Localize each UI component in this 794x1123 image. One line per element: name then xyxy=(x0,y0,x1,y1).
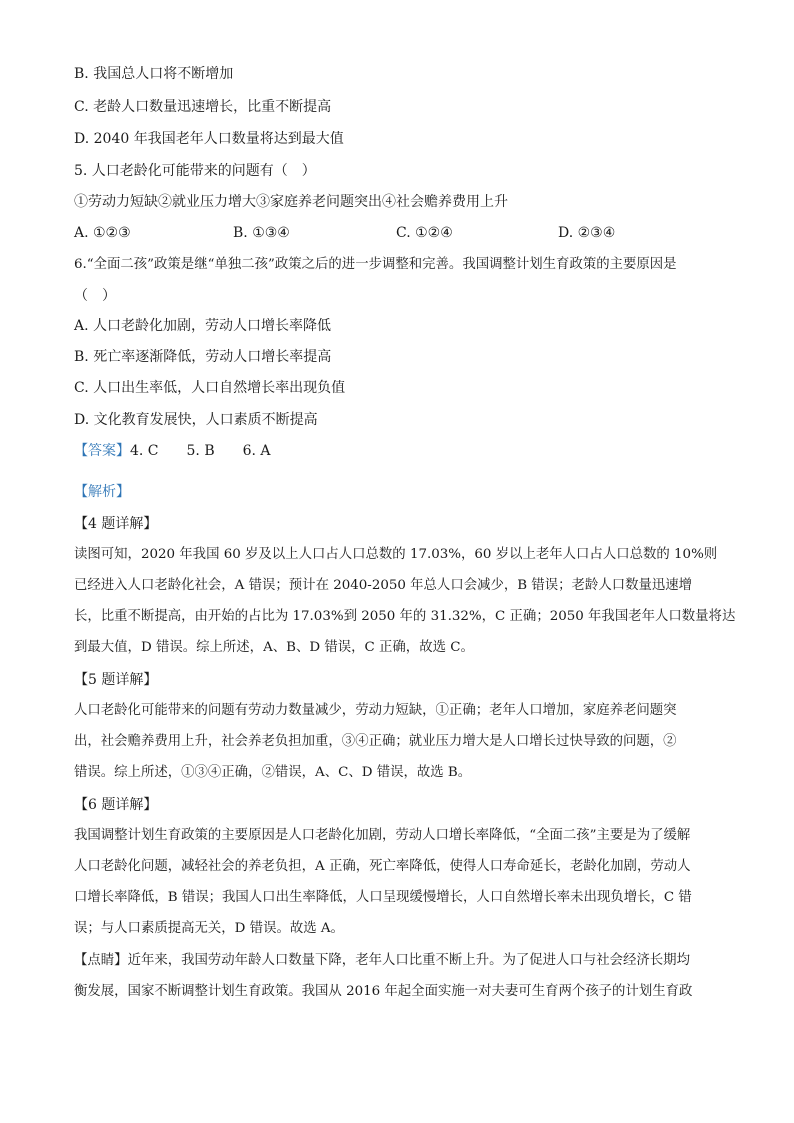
analysis-tag: 【解析】 xyxy=(74,484,130,500)
q5-option-c: C. ①②④ xyxy=(396,225,453,241)
detail5-line-1: 人口老龄化可能带来的问题有劳动力数量减少，劳动力短缺，①正确；老年人口增加，家庭养老问题突 xyxy=(74,703,677,718)
q6-option-c: C. 人口出生率低，人口自然增长率出现负值 xyxy=(74,380,346,396)
q6-stem-line2: （ ） xyxy=(74,288,116,304)
detail4-line-1: 读图可知，2020 年我国 60 岁及以上人口占人口总数的 17.03%，60 岁以上老年人口占人口总数的 10%则 xyxy=(74,547,718,562)
q6-option-b: B. 死亡率逐渐降低，劳动人口增长率提高 xyxy=(74,349,332,365)
detail6-tag: 【6 题详解】 xyxy=(74,797,158,813)
q4-option-c: C. 老龄人口数量迅速增长，比重不断提高 xyxy=(74,99,332,115)
detail4-tag: 【4 题详解】 xyxy=(74,516,158,532)
detail5-line-3: 错误。综上所述，①③④正确，②错误，A、C、D 错误，故选 B。 xyxy=(74,765,472,780)
tips-text-1: 近年来，我国劳动年龄人口数量下降，老年人口比重不断上升。为了促进人口与社会经济长期均 xyxy=(127,953,690,968)
q6-option-d: D. 文化教育发展快，人口素质不断提高 xyxy=(74,412,318,428)
tips-tag: 【点睛】 xyxy=(74,953,128,968)
detail6-line-3: 口增长率降低，B 错误；我国人口出生率降低，人口呈现缓慢增长，人口自然增长率未出现负增长，C 错 xyxy=(74,890,692,905)
detail4-line-3: 长，比重不断提高，由开始的占比为 17.03%到 2050 年的 31.32%，C 正确；2050 年我国老年人口数量将达 xyxy=(74,609,736,624)
detail6-line-4: 误；与人口素质提高无关，D 错误。故选 A。 xyxy=(74,921,344,936)
q5-option-a: A. ①②③ xyxy=(74,225,131,241)
answer-line xyxy=(74,441,271,461)
q4-option-b: B. 我国总人口将不断增加 xyxy=(74,66,234,82)
tips-line-1 xyxy=(74,951,690,971)
answer-tag: 【答案】 xyxy=(74,443,130,459)
answer-text: 4. C 5. B 6. A xyxy=(130,443,271,459)
q6-stem-line1: 6.“全面二孩”政策是继“单独二孩”政策之后的进一步调整和完善。我国调整计划生育政策的主要原因是 xyxy=(74,257,677,272)
q5-items: ①劳动力短缺②就业压力增大③家庭养老问题突出④社会赡养费用上升 xyxy=(74,194,508,210)
detail4-line-4: 到最大值，D 错误。综上所述，A、B、D 错误，C 正确，故选 C。 xyxy=(74,640,474,655)
q5-option-d: D. ②③④ xyxy=(558,225,616,241)
detail5-line-2: 出，社会赡养费用上升，社会养老负担加重，③④正确；就业压力增大是人口增长过快导致的问题，② xyxy=(74,734,677,749)
detail4-line-2: 已经进入人口老龄化社会，A 错误；预计在 2040-2050 年总人口会减少，B 错误；老龄人口数量迅速增 xyxy=(74,578,693,593)
q6-option-a: A. 人口老龄化加剧，劳动人口增长率降低 xyxy=(74,318,332,334)
tips-line-2: 衡发展，国家不断调整计划生育政策。我国从 2016 年起全面实施一对夫妻可生育两个孩子的计划生育政 xyxy=(74,984,693,999)
q4-option-d: D. 2040 年我国老年人口数量将达到最大值 xyxy=(74,131,344,147)
detail5-tag: 【5 题详解】 xyxy=(74,672,158,688)
q5-stem: 5. 人口老龄化可能带来的问题有（ ） xyxy=(74,163,316,179)
detail6-line-2: 人口老龄化问题，减轻社会的养老负担，A 正确，死亡率降低，使得人口寿命延长，老龄化加剧，劳动人 xyxy=(74,859,691,874)
detail6-line-1: 我国调整计划生育政策的主要原因是人口老龄化加剧，劳动人口增长率降低，“全面二孩”主要是为了缓解 xyxy=(74,828,691,843)
q5-option-b: B. ①③④ xyxy=(233,225,290,241)
